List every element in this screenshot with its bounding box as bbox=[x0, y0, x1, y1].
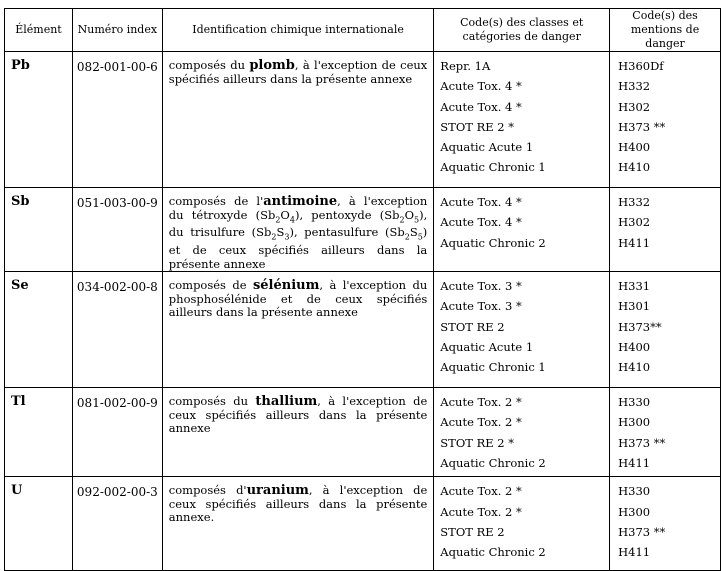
chem-text-part: O bbox=[404, 207, 415, 222]
hazard-statement-code: H373 ** bbox=[618, 524, 666, 539]
chem-text-part: ), pentasulfure (Sb bbox=[289, 225, 405, 240]
hazard-class-code: Aquatic Acute 1 bbox=[440, 339, 534, 354]
hazard-statement-code: H373 ** bbox=[618, 119, 666, 134]
hazard-class-code: Acute Tox. 3 * bbox=[440, 299, 522, 314]
hazard-class-code: STOT RE 2 bbox=[440, 319, 505, 334]
hazard-statement-code: H332 bbox=[618, 195, 651, 209]
chem-element-name: sélénium bbox=[252, 278, 320, 294]
index-number: 092-002-00-3 bbox=[72, 477, 162, 571]
index-number: 051-003-00-9 bbox=[72, 188, 162, 272]
chem-subscript: 2 bbox=[399, 214, 405, 224]
hazard-statement-code: H373** bbox=[618, 319, 662, 334]
hazard-class-code: Repr. 1A bbox=[440, 59, 491, 73]
hazard-statement-code: H360Df bbox=[618, 59, 664, 73]
hazard-statement-code: H302 bbox=[618, 99, 651, 114]
chem-text-pre: composés du bbox=[168, 58, 250, 72]
hazard-statement-code: H411 bbox=[618, 545, 651, 560]
hazard-statement-code: H332 bbox=[618, 79, 651, 94]
hazard-statement-codes bbox=[610, 388, 721, 477]
table-row bbox=[5, 52, 721, 188]
hazard-class-code: Acute Tox. 2 * bbox=[440, 395, 522, 410]
chem-text-post: , à l'exception de ceux spécifiés ailleurs dans la présente annexe. bbox=[168, 483, 428, 525]
index-number: 082-001-00-6 bbox=[72, 52, 162, 188]
hazard-class-codes bbox=[434, 188, 610, 272]
hazard-class-code: Acute Tox. 4 * bbox=[440, 215, 522, 230]
hazard-class-code: Acute Tox. 4 * bbox=[440, 79, 522, 94]
hazard-class-code: Aquatic Acute 1 bbox=[440, 140, 534, 155]
chemical-identification bbox=[162, 388, 434, 477]
hazard-statement-codes bbox=[610, 272, 721, 388]
chem-text-post: , à l'exception de ceux spécifiés ailleurs dans la présente annexe bbox=[168, 58, 428, 86]
hazard-statement-code: H330 bbox=[618, 484, 651, 499]
chem-text-pre: composés d' bbox=[168, 483, 247, 498]
hazard-statement-code: H400 bbox=[618, 339, 651, 354]
element-symbol: Pb bbox=[5, 52, 73, 188]
chem-element-name: uranium bbox=[246, 483, 309, 499]
element-symbol: Sb bbox=[5, 188, 73, 272]
hazard-statement-code: H300 bbox=[618, 415, 651, 430]
chem-text-part: S bbox=[276, 225, 285, 240]
chem-subscript: 5 bbox=[414, 214, 420, 224]
chemical-identification bbox=[162, 188, 434, 272]
chem-element-name: antimoine bbox=[263, 194, 338, 209]
element-symbol: U bbox=[5, 477, 73, 571]
hazard-class-code: Acute Tox. 3 * bbox=[440, 279, 522, 294]
element-symbol: Tl bbox=[5, 388, 73, 477]
index-number: 034-002-00-8 bbox=[72, 272, 162, 388]
chem-text-post: , à l'exception du phosphosélénide et de ceux spécifiés ailleurs dans la présente annexe bbox=[168, 278, 428, 320]
hazard-statement-code: H411 bbox=[618, 455, 651, 470]
chem-text-pre: composés de bbox=[168, 278, 253, 293]
hazard-class-code: Aquatic Chronic 1 bbox=[440, 160, 546, 175]
chemical-identification bbox=[162, 477, 434, 571]
chem-text-part: ) et de ceux spécifiés ailleurs dans la présente annexe bbox=[168, 225, 428, 271]
chem-subscript: 4 bbox=[289, 214, 295, 224]
hazard-statement-code: H300 bbox=[618, 504, 651, 519]
chem-text-part: , à l'exception du tétroxyde (Sb bbox=[168, 194, 428, 222]
chem-text-part: S bbox=[409, 225, 418, 240]
table-body bbox=[5, 52, 721, 571]
index-number: 081-002-00-9 bbox=[72, 388, 162, 477]
hazard-statement-code: H330 bbox=[618, 395, 651, 410]
hazard-statement-code: H301 bbox=[618, 299, 651, 314]
hazard-statement-code: H410 bbox=[618, 360, 651, 375]
header-chem: Identification chimique internationale bbox=[162, 9, 434, 52]
chem-subscript: 2 bbox=[275, 214, 281, 224]
chemical-identification bbox=[162, 52, 434, 188]
hazard-class-code: Acute Tox. 4 * bbox=[440, 99, 522, 114]
chem-text-part: ), pentoxyde (Sb bbox=[294, 207, 400, 222]
hazard-class-codes bbox=[434, 388, 610, 477]
header-hazard: Code(s) des mentions de danger bbox=[610, 9, 721, 52]
hazard-class-code: STOT RE 2 bbox=[440, 524, 505, 539]
table-row bbox=[5, 188, 721, 272]
chem-text-part: ), du trisulfure (Sb bbox=[168, 207, 428, 240]
hazard-statement-codes bbox=[610, 52, 721, 188]
chem-subscript: 2 bbox=[404, 232, 410, 242]
hazard-statement-code: H302 bbox=[618, 215, 651, 230]
header-row bbox=[5, 9, 721, 52]
header-element: Élément bbox=[5, 9, 73, 52]
hazard-table bbox=[4, 8, 721, 571]
hazard-statement-code: H411 bbox=[618, 235, 651, 250]
hazard-class-code: Acute Tox. 2 * bbox=[440, 504, 522, 519]
table-row bbox=[5, 388, 721, 477]
chem-text-pre: composés de l' bbox=[168, 194, 264, 208]
hazard-class-code: Aquatic Chronic 2 bbox=[440, 235, 546, 250]
chem-text-post: , à l'exception de ceux spécifiés ailleurs dans la présente annexe bbox=[168, 394, 428, 436]
chem-subscript: 2 bbox=[271, 232, 277, 242]
chem-element-name: thallium bbox=[255, 394, 318, 410]
hazard-class-codes bbox=[434, 272, 610, 388]
hazard-statement-code: H331 bbox=[618, 279, 651, 294]
chem-element-name: plomb bbox=[249, 58, 295, 73]
chem-text-part: O bbox=[280, 207, 290, 222]
header-classes: Code(s) des classes et catégories de danger bbox=[434, 9, 610, 52]
hazard-class-code: Aquatic Chronic 2 bbox=[440, 455, 546, 470]
element-symbol: Se bbox=[5, 272, 73, 388]
hazard-class-code: Aquatic Chronic 2 bbox=[440, 545, 546, 560]
hazard-class-code: STOT RE 2 * bbox=[440, 435, 515, 450]
header-index: Numéro index bbox=[72, 9, 162, 52]
hazard-class-codes bbox=[434, 477, 610, 571]
hazard-statement-code: H410 bbox=[618, 160, 651, 175]
hazard-class-code: Acute Tox. 2 * bbox=[440, 415, 522, 430]
hazard-statement-codes bbox=[610, 477, 721, 571]
chem-subscript: 3 bbox=[284, 232, 290, 242]
hazard-class-code: Aquatic Chronic 1 bbox=[440, 360, 546, 375]
hazard-class-code: Acute Tox. 2 * bbox=[440, 484, 522, 499]
chemical-identification bbox=[162, 272, 434, 388]
hazard-class-code: STOT RE 2 * bbox=[440, 119, 515, 134]
hazard-class-codes bbox=[434, 52, 610, 188]
hazard-class-code: Acute Tox. 4 * bbox=[440, 195, 522, 209]
hazard-statement-code: H400 bbox=[618, 140, 651, 155]
table-row bbox=[5, 477, 721, 571]
hazard-statement-codes bbox=[610, 188, 721, 272]
hazard-statement-code: H373 ** bbox=[618, 435, 666, 450]
chem-subscript: 5 bbox=[417, 232, 423, 242]
table-row bbox=[5, 272, 721, 388]
chem-text-pre: composés du bbox=[168, 394, 256, 409]
